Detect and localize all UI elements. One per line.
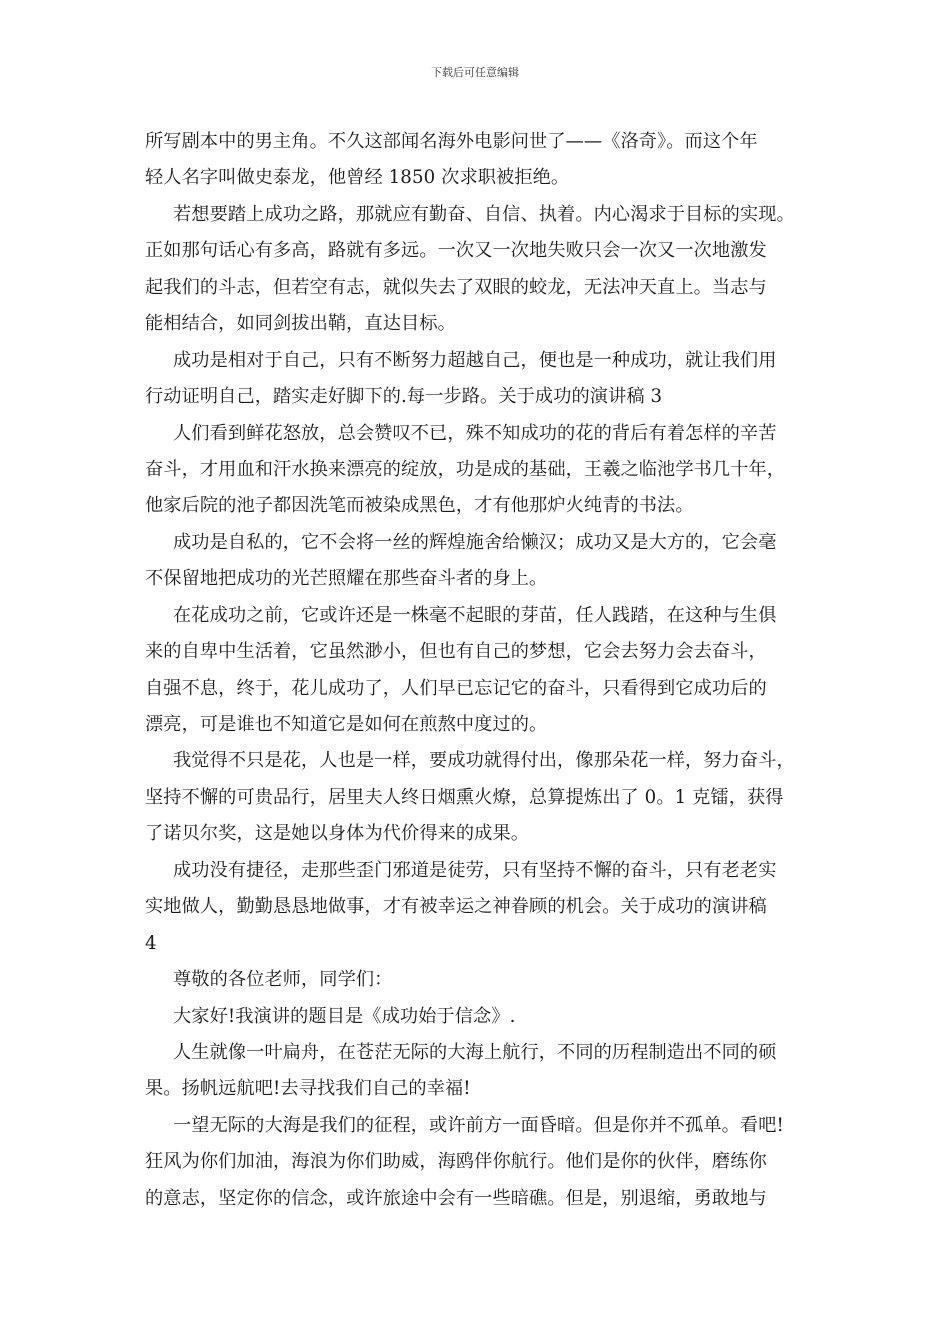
text-line: 我觉得不只是花，人也是一样，要成功就得付出，像那朵花一样，努力奋斗，: [173, 750, 795, 772]
text-line: 轻人名字叫做史泰龙，他曾经 1850 次求职被拒绝。: [145, 167, 570, 189]
text-line: 正如那句话心有多高，路就有多远。一次又一次地失败只会一次又一次地激发: [145, 240, 767, 262]
page-header: 下载后可任意编辑: [431, 66, 519, 79]
text-line: 狂风为你们加油，海浪为你们助威，海鸥伴你航行。他们是你的伙伴，磨练你: [145, 1151, 767, 1173]
text-line: 果。扬帆远航吧!去寻找我们自己的幸福!: [145, 1078, 471, 1100]
text-line: 不保留地把成功的光芒照耀在那些奋斗者的身上。: [145, 568, 548, 590]
text-line: 了诺贝尔奖，这是她以身体为代价得来的成果。: [145, 823, 530, 845]
text-line: 大家好!我演讲的题目是《成功始于信念》.: [173, 1005, 516, 1027]
text-line: 起我们的斗志，但若空有志，就似失去了双眼的蛟龙，无法冲天直上。当志与: [145, 276, 767, 298]
text-line: 人生就像一叶扁舟，在苍茫无际的大海上航行，不同的历程制造出不同的硕: [173, 1041, 777, 1063]
text-line: 成功没有捷径，走那些歪门邪道是徒劳，只有坚持不懈的奋斗，只有老老实: [173, 859, 777, 881]
text-line: 自强不息，终于，花儿成功了，人们早已忘记它的奋斗，只看得到它成功后的: [145, 677, 767, 699]
text-line: 奋斗，才用血和汗水换来漂亮的绽放，功是成的基础，王羲之临池学书几十年，: [145, 458, 786, 480]
text-line: 人们看到鲜花怒放，总会赞叹不已，殊不知成功的花的背后有着怎样的辛苦: [173, 422, 777, 444]
text-line: 所写剧本中的男主角。不久这部闻名海外电影问世了——《洛奇》。而这个年: [145, 131, 758, 152]
text-line: 一望无际的大海是我们的征程，或许前方一面昏暗。但是你并不孤单。看吧!: [173, 1114, 784, 1136]
text-line: 的意志，坚定你的信念，或许旅途中会有一些暗礁。但是，别退缩，勇敢地与: [145, 1187, 767, 1209]
body-text: [145, 124, 810, 1217]
text-line: 他家后院的池子都因洗笔而被染成黑色，才有他那炉火纯青的书法。: [145, 495, 694, 517]
text-line: 能相结合，如同剑拔出鞘，直达目标。: [145, 313, 456, 335]
text-line: 成功是相对于自己，只有不断努力超越自己，便也是一种成功，就让我们用: [173, 349, 777, 371]
text-line: 坚持不懈的可贵品行，居里夫人终日烟熏火燎，总算提炼出了 0。1 克镭，获得: [145, 786, 784, 808]
text-line: 行动证明自己，踏实走好脚下的.每一步路。关于成功的演讲稿 3: [145, 386, 663, 408]
text-line: 若想要踏上成功之路，那就应有勤奋、自信、执着。内心渴求于目标的实现。: [173, 203, 795, 225]
text-line: 漂亮，可是谁也不知道它是如何在煎熬中度过的。: [145, 714, 548, 735]
text-line: 成功是自私的，它不会将一丝的辉煌施舍给懒汉；成功又是大方的，它会毫: [173, 531, 777, 553]
text-line: 实地做人，勤勤恳恳地做事，才有被幸运之神眷顾的机会。关于成功的演讲稿: [145, 896, 767, 918]
text-line: 来的自卑中生活着，它虽然渺小，但也有自己的梦想，它会去努力会去奋斗，: [145, 641, 767, 663]
text-line: 尊敬的各位老师，同学们：: [173, 969, 393, 991]
text-line: 4: [145, 932, 157, 954]
text-line: 在花成功之前，它或许还是一株毫不起眼的芽苗，任人践踏，在这种与生俱: [173, 604, 777, 626]
